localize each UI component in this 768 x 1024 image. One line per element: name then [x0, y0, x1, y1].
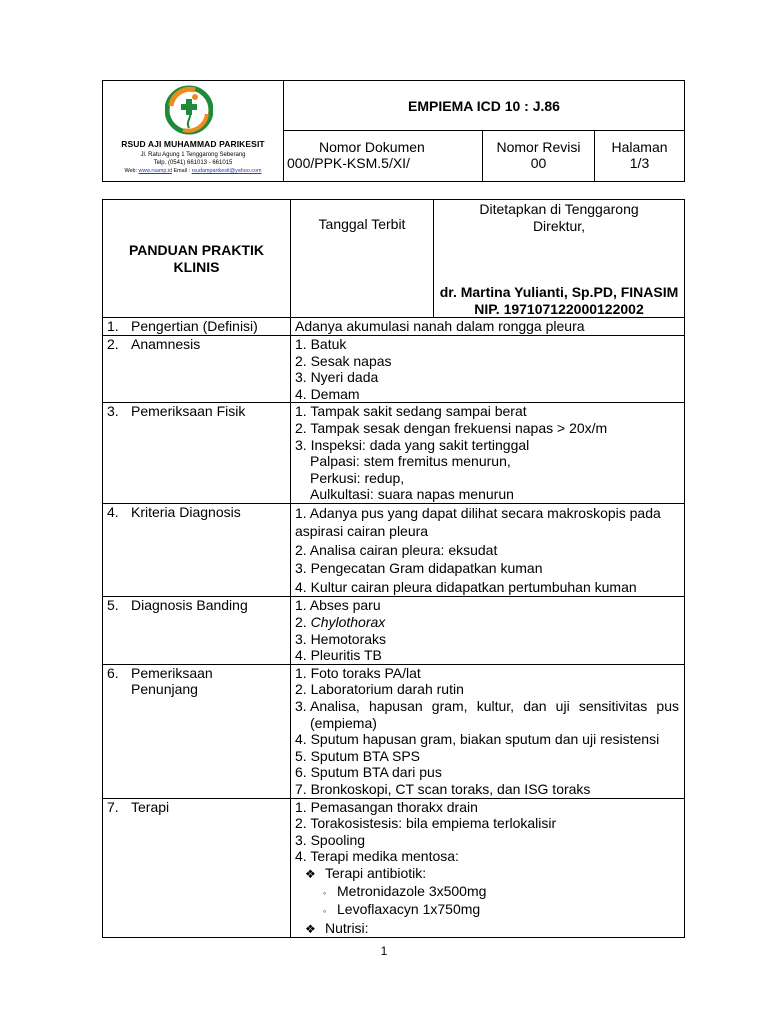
drug-text: Levoflaxacyn 1x750mg: [337, 901, 481, 918]
page-number: 1: [380, 944, 388, 958]
list-item: 1. Adanya pus yang dapat dilihat secara makroskopis pada: [295, 504, 661, 521]
guide-title-line1: PANDUAN PRAKTIK: [128, 242, 265, 259]
list-item: 3. Nyeri dada: [295, 369, 379, 386]
section-label-line2: Penunjang: [131, 681, 198, 698]
diamond-bullet-icon: ❖: [305, 921, 316, 936]
section-number: 7.: [107, 798, 119, 815]
hospital-phone: Telp. (0541) 661013 - 661015: [153, 160, 233, 166]
section-number: 4.: [107, 503, 119, 520]
list-item: 4. Sputum hapusan gram, biakan sputum dan uji resistensi: [295, 731, 660, 748]
section-label: Diagnosis Banding: [131, 597, 248, 614]
hospital-contact: [103, 168, 283, 174]
list-item: 3. Spooling: [295, 831, 366, 848]
section-content: [291, 503, 685, 597]
director-nip: NIP. 197107122000122002: [474, 300, 644, 317]
email-link[interactable]: rsudamparikesit@yahoo.com: [191, 168, 262, 174]
section-content: Adanya akumulasi nanah dalam rongga pleura: [291, 318, 685, 336]
sub-bullet-item: [295, 883, 679, 902]
circle-bullet-icon: ◦: [323, 906, 327, 917]
section-label: Pemeriksaan Fisik: [131, 403, 246, 420]
list-item: 4. Demam: [295, 385, 360, 402]
diamond-bullet-icon: ❖: [305, 866, 316, 881]
section-number: 2.: [107, 335, 119, 352]
list-item: 2. Analisa cairan pleura: eksudat: [295, 541, 498, 558]
drug-text: Metronidazole 3x500mg: [337, 882, 487, 899]
list-subitem: Palpasi: stem fremitus menurun,: [310, 453, 511, 470]
guide-title-line2: KLINIS: [173, 258, 220, 275]
list-item: 3. Hemotoraks: [295, 630, 387, 647]
section-content: [291, 664, 685, 798]
list-subitem: Aulkultasi: suara napas menurun: [310, 486, 514, 503]
list-item: 1. Pemasangan thorakx drain: [295, 798, 478, 815]
list-item: 6. Sputum BTA dari pus: [295, 764, 442, 781]
revision-label: Nomor Revisi: [496, 139, 581, 155]
section-supporting-exam: [103, 664, 685, 798]
list-item: 3. Pengecatan Gram didapatkan kuman: [295, 560, 543, 577]
section-content: [291, 403, 685, 504]
issue-date-label: Tanggal Terbit: [291, 200, 434, 318]
list-text-italic: Chylothorax: [310, 614, 386, 630]
hospital-address: Jl. Ratu Agung 1 Tenggarong Seberang: [140, 152, 246, 158]
list-item: 1. Tampak sakit sedang sampai berat: [295, 403, 527, 420]
set-at-text: Ditetapkan di Tenggarong: [479, 201, 639, 217]
director-title: Direktur,: [532, 217, 586, 234]
page-value: 1/3: [629, 155, 650, 171]
list-text: Analisa, hapusan gram, kultur, dan uji sensitivitas pus (empiema): [310, 697, 679, 731]
approval-signature-cell: [434, 200, 685, 318]
bullet-item: [295, 865, 679, 883]
director-name: dr. Martina Yulianti, Sp.PD, FINASIM: [439, 284, 679, 301]
list-item: [295, 698, 679, 731]
hospital-name: RSUD AJI MUHAMMAD PARIKESIT: [121, 139, 265, 149]
section-diagnosis-criteria: [103, 503, 685, 597]
document-header-table: [102, 80, 685, 182]
page-label: Halaman: [611, 139, 668, 155]
clinical-guide-table: [102, 199, 685, 938]
section-definition: [103, 318, 685, 336]
revision-cell: [483, 131, 595, 182]
section-label: Pengertian (Definisi): [131, 318, 258, 335]
list-number: 3.: [295, 697, 307, 714]
web-label: Web:: [124, 168, 138, 174]
bullet-item: [295, 920, 679, 938]
website-link[interactable]: www.rsamp.id: [138, 168, 173, 174]
section-anamnesis: [103, 335, 685, 402]
list-item: 2. Torakosistesis: bila empiema terlokalisir: [295, 815, 557, 832]
list-item: 2. Tampak sesak dengan frekuensi napas > 20x/m: [295, 419, 608, 436]
list-item: 3. Inspeksi: dada yang sakit tertinggal: [295, 436, 530, 453]
section-label: Kriteria Diagnosis: [131, 503, 241, 520]
list-item: 2. Sesak napas: [295, 352, 392, 369]
list-item: 1. Abses paru: [295, 597, 381, 614]
list-item: 2. Laboratorium darah rutin: [295, 681, 464, 698]
page-cell: [595, 131, 685, 182]
section-physical-exam: [103, 403, 685, 504]
list-item: [295, 614, 679, 631]
sub-bullet-item: [295, 901, 679, 920]
doc-number-cell: [284, 131, 483, 182]
list-item: 1. Batuk: [295, 335, 347, 352]
section-number: 5.: [107, 597, 119, 614]
email-label: Email :: [173, 168, 191, 174]
bullet-text: Terapi antibiotik:: [325, 864, 427, 881]
hospital-logo-icon: [165, 84, 213, 136]
list-item: 4. Pleuritis TB: [295, 647, 382, 664]
section-label: Anamnesis: [131, 335, 201, 352]
doc-number-value: 000/PPK-KSM.5/XI/: [287, 155, 410, 171]
section-number: 3.: [107, 403, 119, 420]
section-number: 1.: [107, 318, 119, 335]
list-number: 2.: [295, 614, 307, 630]
section-content: [291, 798, 685, 938]
bullet-text: Nutrisi:: [325, 919, 369, 936]
guide-title: [103, 200, 291, 318]
document-title: EMPIEMA ICD 10 : J.86: [284, 81, 685, 131]
section-label: Terapi: [131, 798, 170, 815]
list-item: 1. Foto toraks PA/lat: [295, 664, 421, 681]
list-item-continuation: aspirasi cairan pleura: [295, 523, 429, 540]
section-content: [291, 335, 685, 402]
list-item: 7. Bronkoskopi, CT scan toraks, dan ISG toraks: [295, 780, 591, 797]
revision-value: 00: [530, 155, 547, 171]
list-item: 4. Terapi medika mentosa:: [295, 848, 459, 865]
section-number: 6.: [107, 664, 119, 681]
hospital-identity-cell: [103, 81, 284, 182]
list-subitem: Perkusi: redup,: [310, 469, 405, 486]
section-differential-diagnosis: [103, 597, 685, 664]
list-item: 4. Kultur cairan pleura didapatkan pertumbuhan kuman: [295, 578, 637, 595]
section-label-line1: Pemeriksaan: [131, 664, 213, 681]
list-item: 5. Sputum BTA SPS: [295, 747, 421, 764]
circle-bullet-icon: ◦: [323, 887, 327, 898]
doc-number-label: Nomor Dokumen: [319, 139, 425, 155]
section-content: [291, 597, 685, 664]
section-therapy: [103, 798, 685, 938]
